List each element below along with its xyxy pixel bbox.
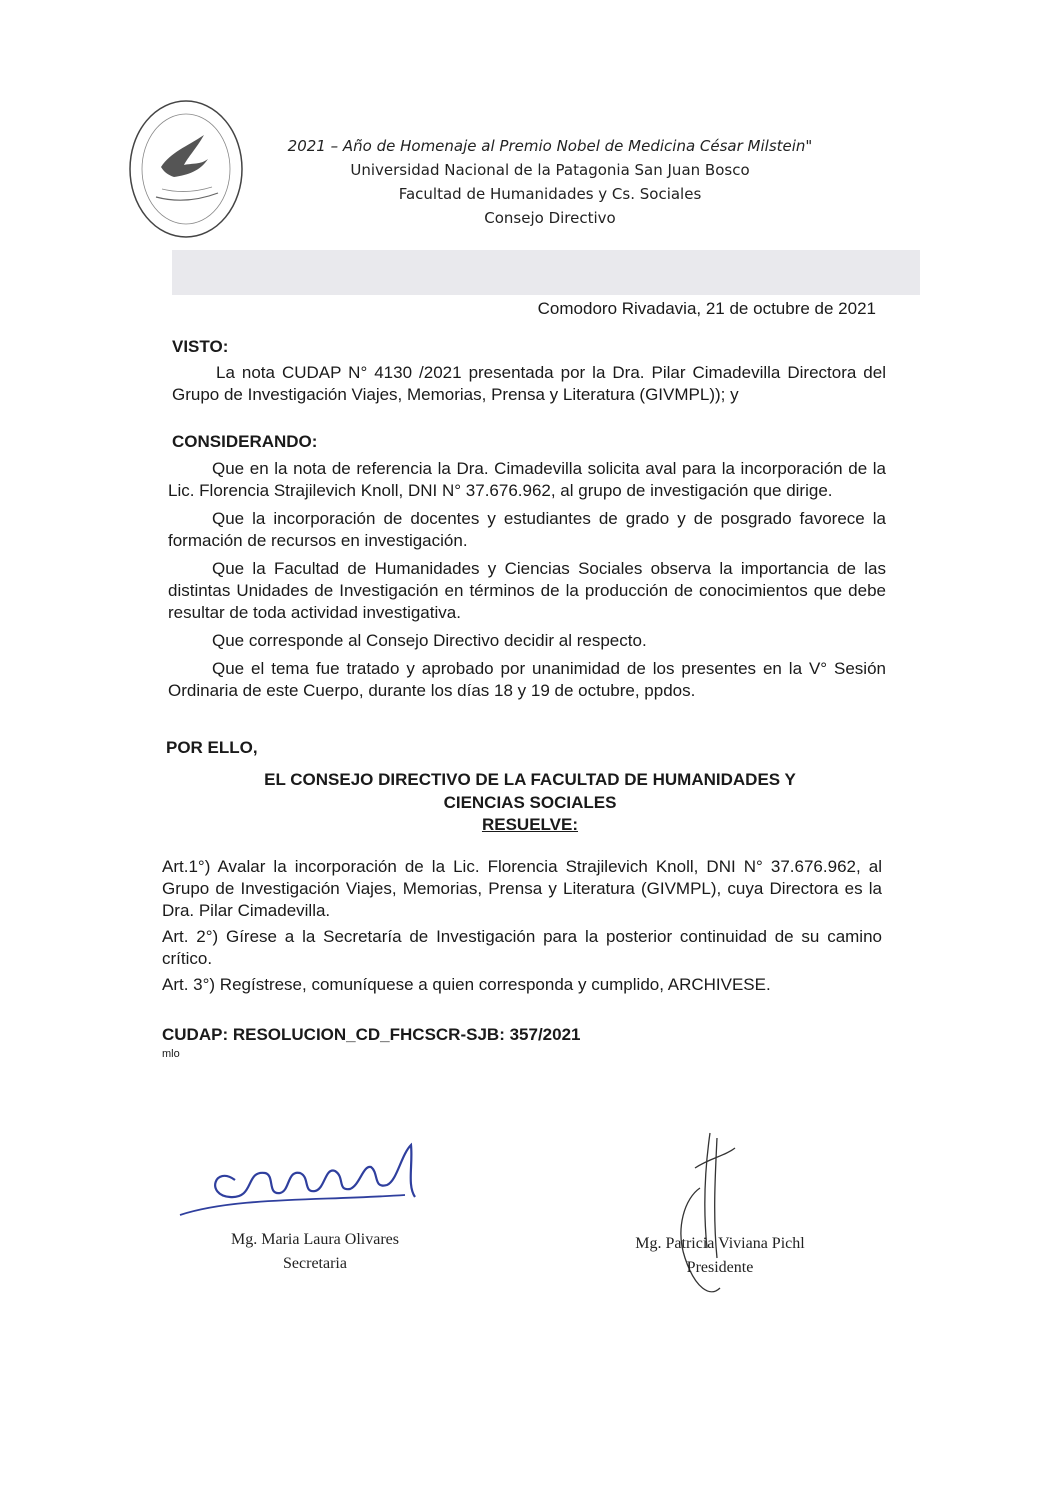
visto-heading: VISTO: (172, 337, 229, 356)
signer-role: Secretaria (283, 1255, 347, 1272)
redacted-band (172, 250, 920, 295)
faculty-name: Facultad de Humanidades y Cs. Sociales (398, 185, 702, 203)
university-seal (126, 97, 246, 242)
council-title-line: CIENCIAS SOCIALES (443, 793, 617, 812)
document-date: Comodoro Rivadavia, 21 de octubre de 2021 (537, 299, 876, 318)
considerando-paragraph: Que en la nota de referencia la Dra. Cimadevilla solicita aval para la incorporación de la Lic. Florencia Strajilevich Knoll, DNI N° 37.676.962, al grupo de investigación que dirige. (168, 459, 886, 500)
article-item: Art. 3°) Regístrese, comuníquese a quien corresponda y cumplido, ARCHIVESE. (162, 975, 771, 994)
typist-initials: mlo (162, 1048, 180, 1060)
signer-name: Mg. Patricia Viviana Pichl (635, 1235, 805, 1252)
council-name: Consejo Directivo (484, 209, 616, 227)
council-title-line: EL CONSEJO DIRECTIVO DE LA FACULTAD DE HUMANIDADES Y (264, 770, 796, 789)
signer-presidente (600, 1232, 840, 1280)
year-motto: 2021 – Año de Homenaje al Premio Nobel de Medicina César Milstein" (287, 137, 813, 155)
article-item: Art. 2°) Gírese a la Secretaría de Investigación para la posterior continuidad de su camino crítico. (162, 927, 882, 968)
council-title (230, 768, 830, 814)
signature-presidente (655, 1128, 745, 1308)
visto-text: La nota CUDAP N° 4130 /2021 presentada por la Dra. Pilar Cimadevilla Directora del Grupo de Investigación Viajes, Memorias, Prensa y Literatura (GIVMPL)); y (172, 363, 886, 404)
article-item: Art.1°) Avalar la incorporación de la Lic. Florencia Strajilevich Knoll, DNI N° 37.676.962, al Grupo de Investigación Viajes, Memorias, Prensa y Literatura (GIVMPL), cuya Directora es la Dra. Pilar Cimadevilla. (162, 857, 882, 920)
signature-secretaria (175, 1125, 440, 1225)
considerando-paragraph: Que la Facultad de Humanidades y Ciencias Sociales observa la importancia de las distintas Unidades de Investigación en términos de la producción de conocimientos que debe resultar de toda actividad investigativa. (168, 559, 886, 622)
considerando-paragraph: Que la incorporación de docentes y estudiantes de grado y de posgrado favorece la formación de recursos en investigación. (168, 509, 886, 550)
considerando-heading: CONSIDERANDO: (172, 432, 318, 451)
signer-name: Mg. Maria Laura Olivares (231, 1231, 399, 1248)
considerando-paragraph: Que corresponde al Consejo Directivo decidir al respecto. (212, 631, 647, 650)
university-name: Universidad Nacional de la Patagonia San Juan Bosco (350, 161, 750, 179)
por-ello-heading: POR ELLO, (166, 738, 258, 757)
considerando-paragraphs (168, 458, 886, 708)
articles-list (162, 856, 882, 1000)
resuelve-heading: RESUELVE: (481, 815, 579, 834)
signer-role: Presidente (686, 1259, 754, 1276)
letterhead (250, 134, 850, 230)
signer-secretaria (205, 1228, 425, 1276)
considerando-paragraph: Que el tema fue tratado y aprobado por unanimidad de los presentes en la V° Sesión Ordinaria de este Cuerpo, durante los días 18 y 19 de octubre, ppdos. (168, 659, 886, 700)
cudap-reference: CUDAP: RESOLUCION_CD_FHCSCR-SJB: 357/2021 (162, 1025, 581, 1044)
